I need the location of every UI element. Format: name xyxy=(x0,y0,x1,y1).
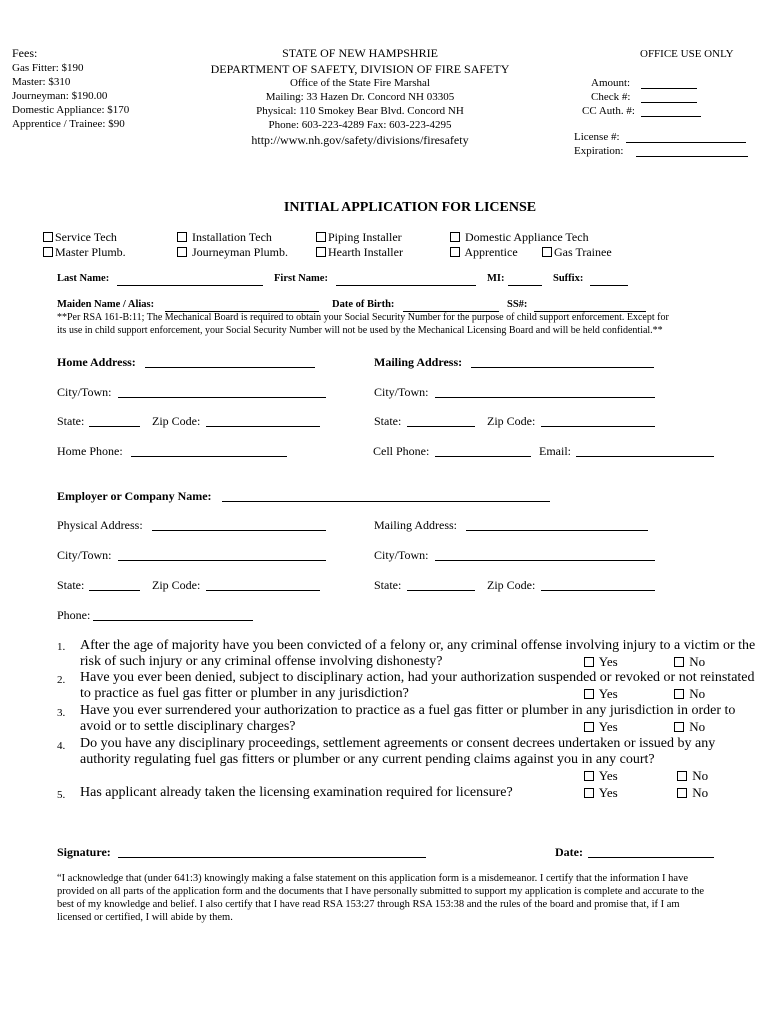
license-label: Gas Trainee xyxy=(554,245,612,259)
header-phone: Phone: 603-223-4289 Fax: 603-223-4295 xyxy=(268,119,452,131)
last-name-label: Last Name: xyxy=(57,273,110,284)
checkbox-icon[interactable] xyxy=(542,247,552,257)
question-number: 2. xyxy=(57,674,66,686)
no-label: No xyxy=(692,768,709,783)
office-license-label: License #: xyxy=(574,131,620,143)
employer-label: Employer or Company Name: xyxy=(57,489,212,503)
license-label: Piping Installer xyxy=(328,230,402,244)
home-phone-label: Home Phone: xyxy=(57,444,123,458)
q2-no[interactable] xyxy=(674,686,705,702)
license-domestic-appliance-tech[interactable] xyxy=(450,230,589,245)
yes-label: Yes xyxy=(598,785,618,800)
question-number: 1. xyxy=(57,641,66,653)
checkbox-icon[interactable] xyxy=(584,771,594,781)
certification-line-4: licensed or certified, I will abide by them. xyxy=(57,912,233,923)
question-2-line1: Have you ever been denied, subject to disciplinary action, had your authorization suspended or revoked or not reinstated xyxy=(80,670,755,685)
office-check-line xyxy=(641,102,697,103)
last-name-field[interactable] xyxy=(117,285,263,286)
mailing-address-label: Mailing Address: xyxy=(374,355,463,369)
fees-title: Fees: xyxy=(12,46,38,60)
fee-journeyman: Journeyman: $190.00 xyxy=(12,90,108,102)
office-amount-label: Amount: xyxy=(591,77,631,89)
employer-physical-field[interactable] xyxy=(152,530,326,531)
office-check-label: Check #: xyxy=(591,91,631,103)
suffix-field[interactable] xyxy=(590,285,628,286)
office-license-line xyxy=(626,142,746,143)
employer-state-label: State: xyxy=(57,578,85,592)
checkbox-icon[interactable] xyxy=(43,247,53,257)
office-cc-line xyxy=(641,116,701,117)
header-office: Office of the State Fire Marshal xyxy=(289,77,430,89)
certification-line-1: “I acknowledge that (under 641:3) knowingly making a false statement on this application form is a misdemeanor. I certify that the information I have xyxy=(57,873,688,884)
q2-yes[interactable] xyxy=(584,686,618,702)
mailing-state-field[interactable] xyxy=(407,426,475,427)
office-amount-line xyxy=(641,88,697,89)
employer-mailing-field[interactable] xyxy=(466,530,648,531)
license-label: Domestic Appliance Tech xyxy=(465,230,589,244)
checkbox-icon[interactable] xyxy=(316,232,326,242)
home-city-field[interactable] xyxy=(118,397,326,398)
employer-city-label: City/Town: xyxy=(57,548,112,562)
no-label: No xyxy=(689,719,706,734)
checkbox-icon[interactable] xyxy=(584,722,594,732)
license-label: Journeyman Plumb. xyxy=(192,245,288,259)
employer-mailing-state-field[interactable] xyxy=(407,590,475,591)
question-1-line2: risk of such injury or any criminal offense involving dishonesty? xyxy=(80,654,443,669)
question-3-line1: Have you ever surrendered your authorization to practice as a fuel gas fitter or plumber in any jurisdiction in order to xyxy=(80,703,736,718)
mailing-state-label: State: xyxy=(374,414,402,428)
checkbox-icon[interactable] xyxy=(450,247,460,257)
license-piping-installer[interactable] xyxy=(316,230,402,245)
employer-field[interactable] xyxy=(222,501,550,502)
q5-no[interactable] xyxy=(677,785,708,801)
checkbox-icon[interactable] xyxy=(316,247,326,257)
q3-no[interactable] xyxy=(674,719,705,735)
first-name-field[interactable] xyxy=(336,285,476,286)
employer-city-field[interactable] xyxy=(118,560,326,561)
employer-mailing-city-label: City/Town: xyxy=(374,548,429,562)
q1-yes[interactable] xyxy=(584,654,618,670)
office-use-title: OFFICE USE ONLY xyxy=(640,48,734,60)
home-state-field[interactable] xyxy=(89,426,140,427)
license-journeyman-plumb[interactable] xyxy=(177,245,288,260)
question-3-line2: avoid or to settle disciplinary charges? xyxy=(80,719,296,734)
employer-mailing-city-field[interactable] xyxy=(435,560,655,561)
home-zip-field[interactable] xyxy=(206,426,320,427)
q4-yes[interactable] xyxy=(584,768,618,784)
checkbox-icon[interactable] xyxy=(450,232,460,242)
employer-mailing-label: Mailing Address: xyxy=(374,518,457,532)
employer-mailing-zip-label: Zip Code: xyxy=(487,578,536,592)
license-master-plumb[interactable] xyxy=(43,245,126,260)
header-url[interactable]: http://www.nh.gov/safety/divisions/firesafety xyxy=(251,133,469,147)
checkbox-icon[interactable] xyxy=(584,689,594,699)
office-expiration-line xyxy=(636,156,748,157)
no-label: No xyxy=(689,654,706,669)
question-number: 4. xyxy=(57,740,66,752)
header-mailing: Mailing: 33 Hazen Dr. Concord NH 03305 xyxy=(265,91,455,103)
home-address-label: Home Address: xyxy=(57,355,136,369)
mailing-zip-field[interactable] xyxy=(541,426,655,427)
signature-label: Signature: xyxy=(57,845,111,859)
checkbox-icon[interactable] xyxy=(584,788,594,798)
checkbox-icon[interactable] xyxy=(674,657,684,667)
checkbox-icon[interactable] xyxy=(677,771,687,781)
checkbox-icon[interactable] xyxy=(43,232,53,242)
signature-field[interactable] xyxy=(118,857,426,858)
header-physical: Physical: 110 Smokey Bear Blvd. Concord NH xyxy=(256,105,464,117)
fee-apprentice: Apprentice / Trainee: $90 xyxy=(12,118,125,130)
question-number: 3. xyxy=(57,707,66,719)
license-hearth-installer[interactable] xyxy=(316,245,403,260)
yes-label: Yes xyxy=(598,654,618,669)
cell-phone-field[interactable] xyxy=(435,456,531,457)
fee-master: Master: $310 xyxy=(12,76,71,88)
maiden-name-label: Maiden Name / Alias: xyxy=(57,299,155,310)
question-4-line2: authority regulating fuel gas fitters or plumber or any current pending claims against you in any court? xyxy=(80,752,655,767)
certification-line-2: provided on all parts of the application form and the documents that I have personally submitted to support my application is complete and accurate to the xyxy=(57,886,705,897)
question-2-line2: to practice as fuel gas fitter or plumber in any jurisdiction? xyxy=(80,686,409,701)
question-5-line1: Has applicant already taken the licensing examination required for licensure? xyxy=(80,785,513,800)
question-1-line1: After the age of majority have you been convicted of a felony or, any criminal offense involving injury to a victim or the xyxy=(80,638,756,653)
employer-zip-field[interactable] xyxy=(206,590,320,591)
employer-state-field[interactable] xyxy=(89,590,140,591)
date-label: Date: xyxy=(555,845,583,859)
mi-field[interactable] xyxy=(508,285,542,286)
header-state: STATE OF NEW HAMPSHRIE xyxy=(282,46,438,60)
ssn-note-2: its use in child support enforcement, your Social Security Number will not be used by the Mechanical Licensing Board and will be held confidential.** xyxy=(57,325,663,336)
employer-zip-label: Zip Code: xyxy=(152,578,201,592)
yes-label: Yes xyxy=(598,686,618,701)
no-label: No xyxy=(689,686,706,701)
mailing-zip-label: Zip Code: xyxy=(487,414,536,428)
email-label: Email: xyxy=(539,444,571,458)
office-cc-label: CC Auth. #: xyxy=(582,105,635,117)
home-address-field[interactable] xyxy=(145,367,315,368)
suffix-label: Suffix: xyxy=(553,273,584,284)
license-installation-tech[interactable] xyxy=(177,230,272,245)
license-label: Master Plumb. xyxy=(55,245,126,259)
mailing-city-field[interactable] xyxy=(435,397,655,398)
email-field[interactable] xyxy=(576,456,714,457)
license-label: Hearth Installer xyxy=(328,245,403,259)
license-gas-trainee[interactable] xyxy=(542,245,612,260)
fee-gas-fitter: Gas Fitter: $190 xyxy=(12,62,84,74)
yes-label: Yes xyxy=(598,719,618,734)
date-field[interactable] xyxy=(588,857,714,858)
form-title: INITIAL APPLICATION FOR LICENSE xyxy=(283,200,537,215)
header-department: DEPARTMENT OF SAFETY, DIVISION OF FIRE SAFETY xyxy=(210,62,510,76)
employer-mailing-state-label: State: xyxy=(374,578,402,592)
checkbox-icon[interactable] xyxy=(177,247,187,257)
no-label: No xyxy=(692,785,709,800)
license-service-tech[interactable] xyxy=(43,230,117,245)
checkbox-icon[interactable] xyxy=(677,788,687,798)
question-number: 5. xyxy=(57,789,66,801)
license-apprentice[interactable] xyxy=(450,245,518,260)
dob-label: Date of Birth: xyxy=(332,299,395,310)
ssn-label: SS#: xyxy=(507,299,528,310)
employer-phone-field[interactable] xyxy=(93,620,253,621)
yes-label: Yes xyxy=(598,768,618,783)
mailing-address-field[interactable] xyxy=(471,367,654,368)
employer-phone-label: Phone: xyxy=(57,608,91,622)
ssn-note: **Per RSA 161-B:11; The Mechanical Board is required to obtain your Social Security Number for the purpose of child support enforcement. Except for xyxy=(57,312,669,323)
q3-yes[interactable] xyxy=(584,719,618,735)
fee-domestic-appliance: Domestic Appliance: $170 xyxy=(12,104,130,116)
checkbox-icon[interactable] xyxy=(177,232,187,242)
q1-no[interactable] xyxy=(674,654,705,670)
home-state-label: State: xyxy=(57,414,85,428)
home-zip-label: Zip Code: xyxy=(152,414,201,428)
q5-yes[interactable] xyxy=(584,785,618,801)
employer-mailing-zip-field[interactable] xyxy=(541,590,655,591)
checkbox-icon[interactable] xyxy=(674,689,684,699)
certification-line-3: best of my knowledge and belief. I also certify that I have read RSA 153:27 through RSA 153:38 and the rules of the board and promise that, if I am xyxy=(57,899,680,910)
home-phone-field[interactable] xyxy=(131,456,287,457)
cell-phone-label: Cell Phone: xyxy=(373,444,430,458)
question-4-line1: Do you have any disciplinary proceedings, settlement agreements or consent decrees undertaken or issued by any xyxy=(80,736,716,751)
license-label: Service Tech xyxy=(55,230,117,244)
office-expiration-label: Expiration: xyxy=(574,145,624,157)
license-label: Installation Tech xyxy=(192,230,272,244)
license-label: Apprentice xyxy=(464,245,518,259)
checkbox-icon[interactable] xyxy=(584,657,594,667)
employer-physical-label: Physical Address: xyxy=(57,518,143,532)
mi-label: MI: xyxy=(487,273,505,284)
checkbox-icon[interactable] xyxy=(674,722,684,732)
first-name-label: First Name: xyxy=(274,273,328,284)
mailing-city-label: City/Town: xyxy=(374,385,429,399)
q4-no[interactable] xyxy=(677,768,708,784)
home-city-label: City/Town: xyxy=(57,385,112,399)
